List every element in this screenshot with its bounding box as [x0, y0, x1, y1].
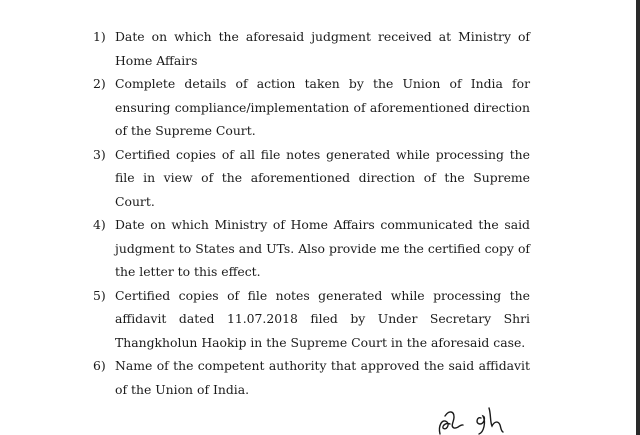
item-number: 2)	[93, 76, 106, 91]
item-text: Complete details of action taken by the Union of India for ensuring compliance/implementation of aforementioned direction of the Supreme Court.	[115, 76, 530, 138]
list-item	[93, 72, 530, 143]
page-edge-bar	[636, 0, 640, 435]
list-item	[93, 143, 530, 214]
item-number: 3)	[93, 146, 106, 162]
list-item	[93, 284, 530, 355]
list-item	[93, 25, 530, 72]
item-number: 5)	[93, 287, 106, 303]
item-number: 4)	[93, 217, 106, 232]
item-text: Date on which the aforesaid judgment received at Ministry of Home Affairs	[115, 29, 530, 68]
item-number: 6)	[93, 358, 106, 373]
item-text: Date on which Ministry of Home Affairs communicated the said judgment to States and UTs. Also provide me the certified copy of the letter to this effect.	[115, 217, 530, 279]
list-item	[93, 354, 530, 401]
item-text: Certified copies of all file notes generated while processing the file in view of the aforementioned direction of the Supreme Court.	[115, 146, 530, 209]
item-text: Name of the competent authority that approved the said affidavit of the Union of India.	[115, 358, 530, 397]
item-text: Certified copies of file notes generated while processing the affidavit dated 11.07.2018 filed by Under Secretary Shri Thangkholun Haokip in the Supreme Court in the aforesaid case.	[115, 287, 530, 350]
list-item	[93, 213, 530, 284]
request-list	[93, 25, 530, 401]
handwritten-signature	[432, 404, 532, 435]
item-number: 1)	[93, 29, 106, 44]
